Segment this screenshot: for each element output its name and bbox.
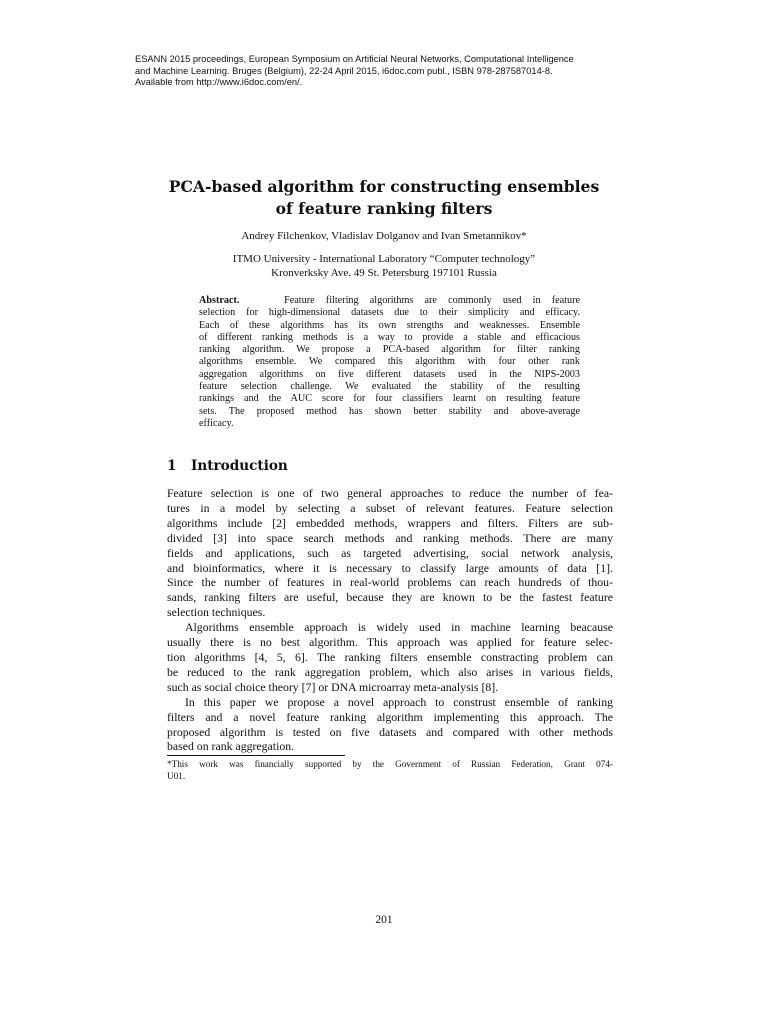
abstract-line: of different ranking methods is a way to provide a stable and efficacious: [199, 331, 580, 343]
abstract-line: Each of these algorithms has its own strengths and weaknesses. Ensemble: [199, 319, 580, 331]
body-line: Algorithms ensemble approach is widely used in machine learning beacause: [185, 620, 613, 635]
proceedings-header: [135, 54, 635, 89]
affiliation: [150, 252, 618, 280]
abstract-line: feature selection challenge. We evaluated the stability of the resulting: [199, 381, 580, 393]
body-line: algorithms include [2] embedded methods, wrappers and filters. Filters are sub-: [167, 515, 613, 530]
affiliation-line-1: ITMO University - International Laboratory “Computer technology”: [232, 253, 536, 265]
header-line-3: Available from http://www.i6doc.com/en/.: [135, 77, 303, 87]
body-line: fields and applications, such as targeted advertising, social network analysis,: [167, 545, 613, 560]
paper-title: [150, 176, 618, 220]
footnote-line-1: *This work was financially supported by the Government of Russian Federation, Grant 074-: [167, 759, 613, 769]
section-title: Introduction: [191, 458, 288, 474]
footnote-rule: [167, 755, 345, 756]
body-line: usually there is no best algorithm. This approach was applied for feature selec-: [167, 635, 613, 650]
abstract-line: ranking algorithm. We propose a PCA-based algorithm for filter ranking: [199, 344, 580, 356]
section-number: 1: [167, 458, 177, 474]
body-line: divided [3] into space search methods and ranking methods. There are many: [167, 530, 613, 545]
footnote: [167, 759, 613, 782]
body-line: be reduced to the rank aggregation problem, which also arises in various fields,: [167, 664, 613, 679]
page-number: 201: [375, 914, 393, 926]
body-line: In this paper we propose a novel approach to construst ensemble of ranking: [185, 694, 613, 709]
abstract-line: sets. The proposed method has shown better stability and above-average: [199, 405, 580, 417]
abstract: [199, 295, 580, 430]
footnote-line-2: U01.: [167, 770, 186, 781]
header-line-1: ESANN 2015 proceedings, European Symposium on Artificial Neural Networks, Computational Intelligence: [135, 54, 574, 64]
abstract-line: algorithms ensemble. We compared this algorithm with four other rank: [199, 356, 580, 368]
abstract-first-line: [199, 295, 580, 307]
body-line: Feature selection is one of two general approaches to reduce the number of fea-: [167, 486, 613, 500]
section-heading: [167, 457, 288, 475]
abstract-line: aggregation algorithms on five different datasets used in the NIPS-2003: [199, 368, 580, 380]
abstract-label: Abstract.: [199, 295, 240, 306]
body-line: selection techniques.: [167, 605, 266, 620]
body-line: tures in a model by selecting a subset of relevant features. Feature selection: [167, 500, 613, 515]
body-line: sands, ranking filters are useful, because they are known to be the fastest feature: [167, 590, 613, 605]
body-line: such as social choice theory [7] or DNA microarray meta-analysis [8].: [167, 679, 499, 694]
abstract-first-text: Feature filtering algorithms are commonly used in feature: [284, 295, 581, 306]
abstract-line: rankings and the AUC score for four classifiers learnt on resulting feature: [199, 393, 580, 405]
header-line-2: and Machine Learning. Bruges (Belgium), 22-24 April 2015, i6doc.com publ., ISBN 978-287587014-8.: [135, 65, 553, 76]
title-line-1: PCA-based algorithm for constructing ensembles: [168, 177, 600, 196]
body-line: tion algorithms [4, 5, 6]. The ranking filters ensemble constracting problem can: [167, 649, 613, 664]
abstract-last-line: efficacy.: [199, 417, 234, 429]
affiliation-line-2: Kronverksky Ave. 49 St. Petersburg 197101 Russia: [271, 267, 497, 279]
body-line: and bioinformatics, where it is necessary to classify large amounts of data [1].: [167, 560, 613, 575]
authors: Andrey Filchenkov, Vladislav Dolganov and Ivan Smetannikov*: [241, 230, 527, 242]
body-line: based on rank aggregation.: [167, 739, 295, 754]
introduction-body: [167, 486, 613, 754]
abstract-line: selection for high-dimensional datasets due to their simplicity and efficacy.: [199, 307, 580, 319]
title-line-2: of feature ranking filters: [275, 199, 493, 218]
body-line: filters and a novel feature ranking algorithm implementing this approach. The: [167, 709, 613, 724]
body-line: Since the number of features in real-world problems can reach hundreds of thou-: [167, 575, 613, 590]
body-line: proposed algorithm is tested on five datasets and compared with other methods: [167, 724, 613, 739]
